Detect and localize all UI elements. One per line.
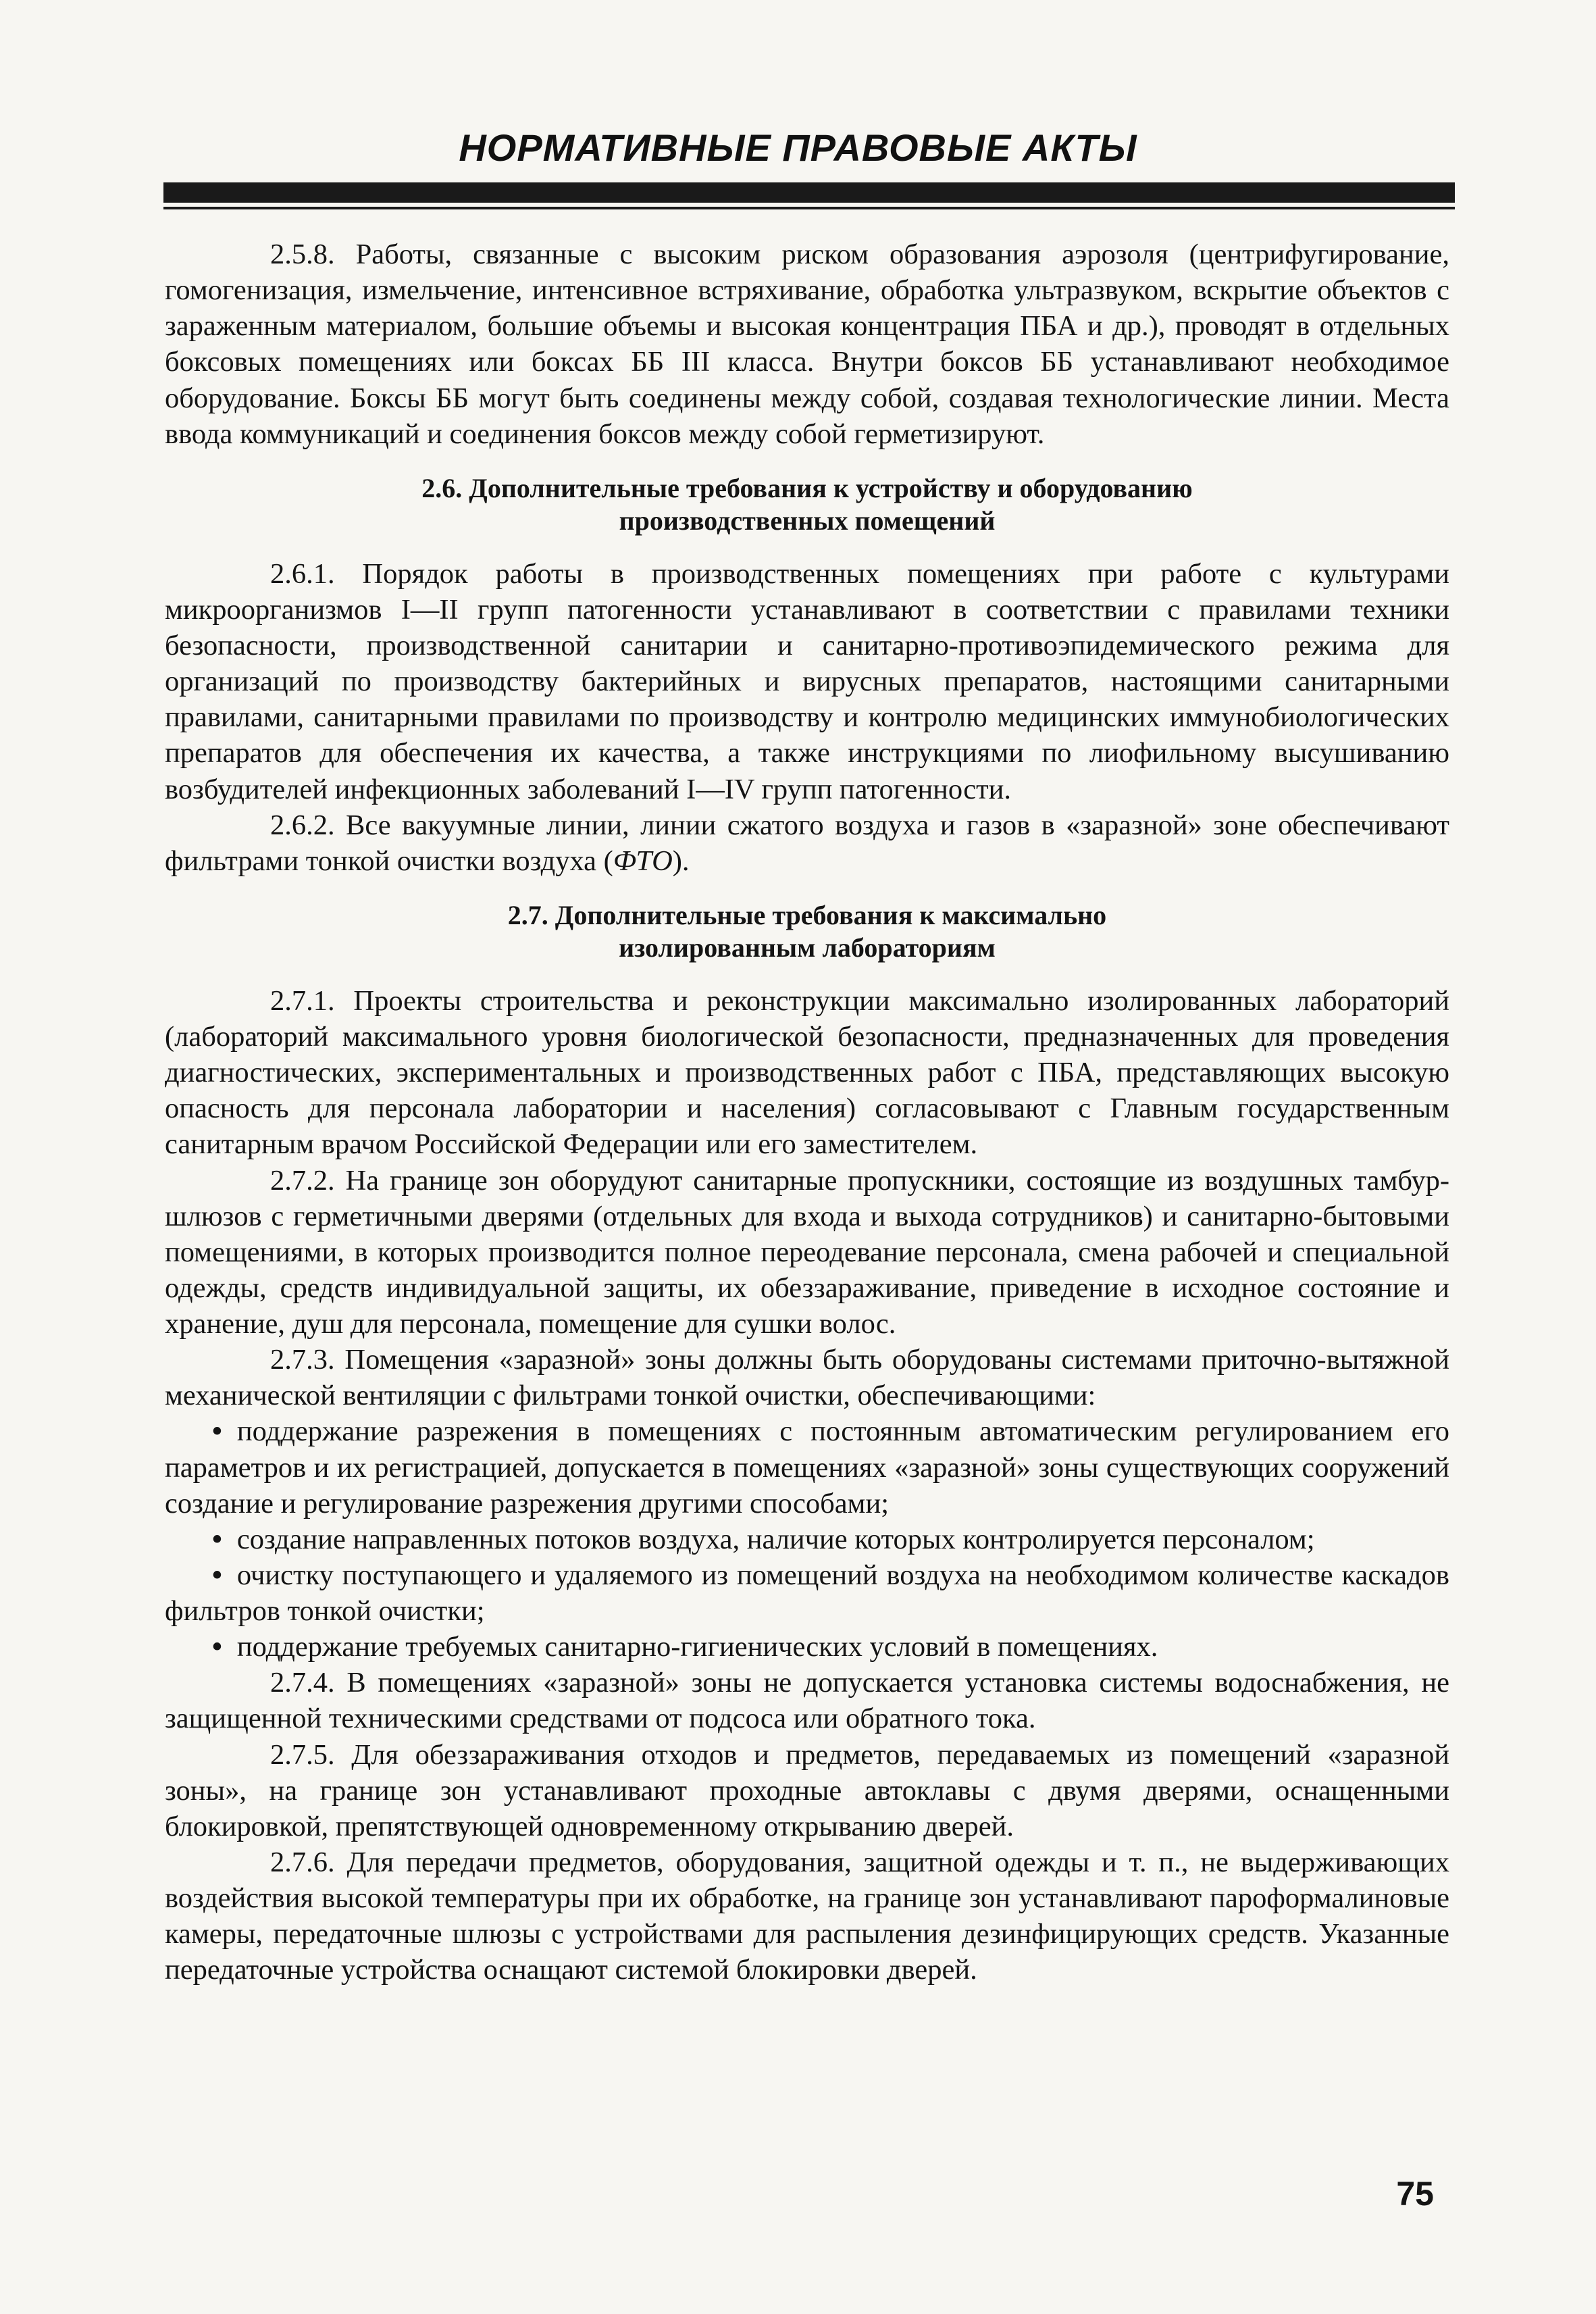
bullet-item-text: создание направленных потоков воздуха, наличие которых контролируется персоналом; (236, 1523, 1315, 1555)
section-heading-2-7-line1: 2.7. Дополнительные требования к максимально (507, 899, 1107, 930)
paragraph-2-6-1: 2.6.1. Порядок работы в производственных помещениях при работе с культурами микроорганизмов I—II групп патогенности устанавливают в соответствии с правилами техники безопасности, производственной санитарии и санитарно-противоэпидемического режима для организаций по производству бактерийных и вирусных препаратов, настоящими санитарными правилами, санитарными правилами по производству и контролю медицинских иммунобиологических препаратов для обеспечения их качества, а также инструкциями по лиофильному высушиванию возбудителей инфекционных заболеваний I—IV групп патогенности. (165, 557, 1449, 805)
section-heading-2-7 (165, 899, 1449, 964)
paragraph-2-6-2-end: ). (672, 845, 690, 877)
section-heading-2-6 (165, 472, 1449, 537)
page-number: 75 (1396, 2175, 1434, 2213)
paragraph-2-7-5: 2.7.5. Для обеззараживания отходов и предметов, передаваемых из помещений «заразной зоны», на границе зон устанавливают проходные автоклавы с двумя дверями, оснащенными блокировкой, препятствующей одновременному открыванию дверей. (165, 1738, 1449, 1842)
paragraph-2-6-2 (165, 807, 1449, 879)
page-body (165, 236, 1449, 1988)
bullet-item (165, 1413, 1449, 1521)
paragraph-2-7-4: 2.7.4. В помещениях «заразной» зоны не допускается установка системы водоснабжения, не защищенной техническими средствами от подсоса или обратного тока. (165, 1667, 1449, 1735)
section-heading-2-7-line2: изолированным лабораториям (619, 932, 996, 963)
bullet-icon: • (212, 1559, 222, 1591)
header-rule-thick (163, 182, 1455, 203)
paragraph-2-6-2-text: 2.6.2. Все вакуумные линии, линии сжатого воздуха и газов в «заразной» зоне обеспечивают фильтрами тонкой очистки воздуха ( (165, 809, 1449, 877)
bullet-item-text: очистку поступающего и удаляемого из помещений воздуха на необходимом количестве каскадов фильтров тонкой очистки; (165, 1559, 1449, 1627)
paragraph-2-7-6: 2.7.6. Для передачи предметов, оборудования, защитной одежды и т. п., не выдерживающих воздействия высокой температуры при их обработке, на границе зон устанавливают пароформалиновые камеры, передаточные шлюзы с устройствами для распыления дезинфицирующих средств. Указанные передаточные устройства оснащают системой блокировки дверей. (165, 1846, 1449, 1986)
header-rule-thin (163, 207, 1455, 209)
bullet-item-text: поддержание требуемых санитарно-гигиенических условий в помещениях. (236, 1631, 1158, 1663)
paragraph-2-7-2: 2.7.2. На границе зон оборудуют санитарные пропускники, состоящие из воздушных тамбур-шлюзов с герметичными дверями (отдельных для входа и выхода сотрудников) и санитарно-бытовыми помещениями, в которых производится полное переодевание персонала, смена рабочей и специальной одежды, средств индивидуальной защиты, их обеззараживание, приведение в исходное состояние и хранение, душ для персонала, помещение для сушки волос. (165, 1164, 1449, 1340)
bullet-icon: • (212, 1631, 222, 1663)
abbreviation-fto: ФТО (613, 845, 673, 877)
paragraph-2-7-1: 2.7.1. Проекты строительства и реконструкции максимально изолированных лабораторий (лабораторий максимального уровня биологической безопасности, предназначенных для проведения диагностических, экспериментальных и производственных работ с ПБА, представляющих высокую опасность для персонала лаборатории и населения) согласовывают с Главным государственным санитарным врачом Российской Федерации или его заместителем. (165, 984, 1449, 1161)
section-heading-2-6-line1: 2.6. Дополнительные требования к устройству и оборудованию (421, 472, 1193, 503)
section-heading-2-6-line2: производственных помещений (619, 505, 996, 536)
bullet-item (165, 1629, 1449, 1665)
running-header-title: НОРМАТИВНЫЕ ПРАВОВЫЕ АКТЫ (459, 126, 1137, 169)
bullet-item (165, 1557, 1449, 1629)
bullet-icon: • (212, 1523, 222, 1555)
bullet-item (165, 1521, 1449, 1557)
bullet-item-text: поддержание разрежения в помещениях с постоянным автоматическим регулированием его параметров и их регистрацией, допускается в помещениях «заразной» зоны существующих сооружений создание и регулирование разрежения другими способами; (165, 1415, 1449, 1519)
bullet-icon: • (212, 1415, 222, 1448)
paragraph-2-7-3: 2.7.3. Помещения «заразной» зоны должны быть оборудованы системами приточно-вытяжной механической вентиляции с фильтрами тонкой очистки, обеспечивающими: (165, 1344, 1449, 1412)
paragraph-2-5-8: 2.5.8. Работы, связанные с высоким риском образования аэрозоля (центрифугирование, гомогенизация, измельчение, интенсивное встряхивание, обработка ультразвуком, вскрытие объектов с зараженным материалом, большие объемы и высокая концентрация ПБА и др.), проводят в отдельных боксовых помещениях или боксах ББ III класса. Внутри боксов ББ устанавливают необходимое оборудование. Боксы ББ могут быть соединены между собой, создавая технологические линии. Места ввода коммуникаций и соединения боксов между собой герметизируют. (165, 238, 1449, 450)
